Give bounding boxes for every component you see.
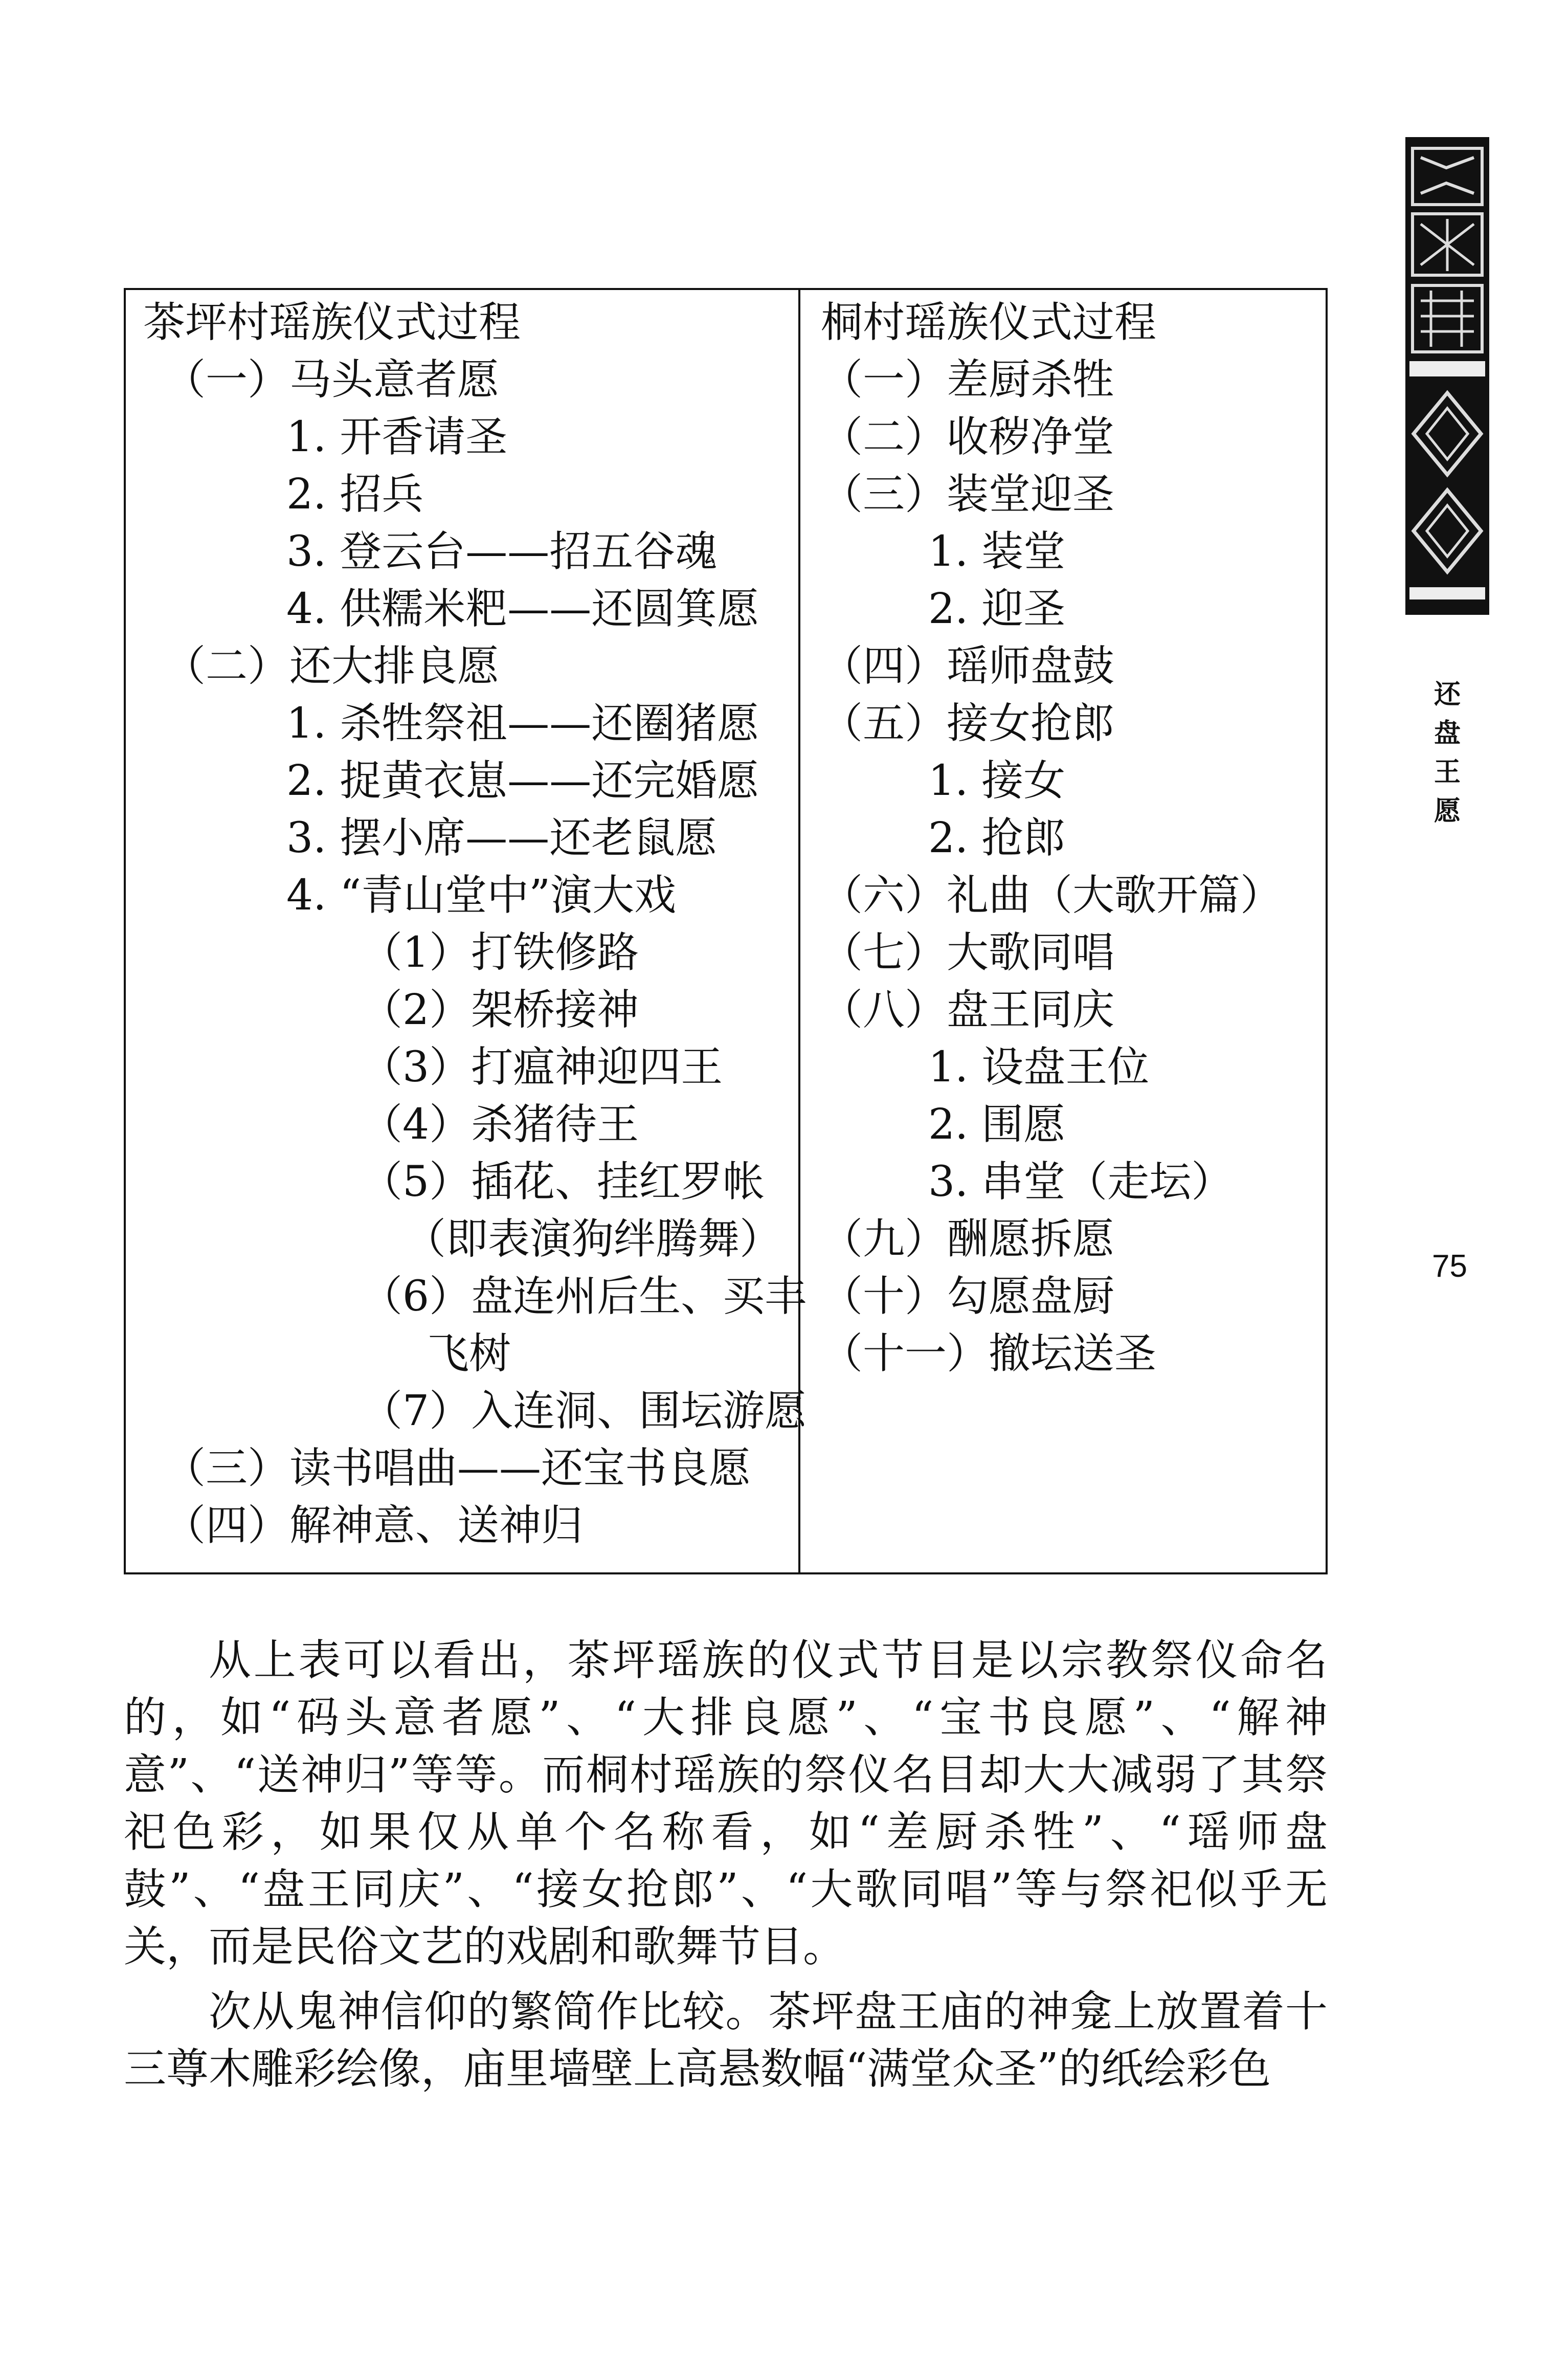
table-column-tongcun (800, 290, 1326, 1572)
table-row: 1. 装堂 (928, 527, 1066, 576)
table-row: （三）装堂迎圣 (821, 470, 1115, 519)
table-row: 2. 围愿 (928, 1100, 1066, 1149)
page-number: 75 (1432, 1249, 1467, 1284)
table-row: （十一）撤坛送圣 (821, 1329, 1157, 1378)
table-row: 2. 招兵 (286, 470, 424, 519)
table-row: （四）解神意、送神归 (164, 1501, 584, 1550)
table-row: （十）勾愿盘厨 (821, 1272, 1115, 1321)
ornament-pattern-icon (1405, 137, 1489, 615)
table-row: 1. 开香请圣 (286, 413, 508, 461)
table-row: 2. 抢郎 (928, 814, 1066, 862)
table-row: 1. 设盘王位 (928, 1043, 1150, 1092)
table-row: （六）礼曲（大歌开篇） (821, 871, 1283, 920)
table-row: 2. 捉黄衣崽——还完婚愿 (286, 757, 759, 805)
column-header-chaping: 茶坪村瑶族仪式过程 (143, 298, 521, 347)
decorative-ornament-band (1405, 137, 1489, 615)
running-head-vertical: 还盘王愿 (1433, 679, 1461, 827)
table-row: 1. 接女 (928, 757, 1066, 805)
table-row: （一）马头意者愿 (164, 356, 500, 404)
table-row: 3. 摆小席——还老鼠愿 (286, 814, 718, 862)
table-row: 飞树 (427, 1329, 511, 1378)
table-row: （即表演狗绊腾舞） (404, 1215, 782, 1263)
table-row: （4）杀猪待王 (361, 1100, 639, 1149)
table-row: （一）差厨杀牲 (821, 356, 1115, 404)
table-row: （四）瑶师盘鼓 (821, 642, 1115, 691)
table-row: （三）读书唱曲——还宝书良愿 (164, 1444, 751, 1493)
paragraph: 从上表可以看出，茶坪瑶族的仪式节目是以宗教祭仪命名的，如“码头意者愿”、“大排良愿”、“宝书良愿”、“解神意”、“送神归”等等。而桐村瑶族的祭仪名目却大大减弱了其祭祀色彩，如果仅从单个名称看，如“差厨杀牲”、“瑶师盘鼓”、“盘王同庆”、“接女抢郎”、“大歌同唱”等与祭祀似乎无关，而是民俗文艺的戏剧和歌舞节目。 (124, 1635, 1328, 1971)
table-row: （二）还大排良愿 (164, 642, 500, 691)
table-row: （3）打瘟神迎四王 (361, 1043, 723, 1092)
table-column-chaping (126, 290, 807, 1572)
table-row: （1）打铁修路 (361, 928, 639, 977)
table-row: 3. 串堂（走坛） (928, 1158, 1234, 1206)
table-row: （二）收秽净堂 (821, 413, 1115, 461)
column-header-tongcun: 桐村瑶族仪式过程 (821, 298, 1157, 347)
table-row: （七）大歌同唱 (821, 928, 1115, 977)
table-row: （6）盘连州后生、买丰 (361, 1272, 807, 1321)
table-row: （五）接女抢郎 (821, 699, 1115, 748)
table-row: 2. 迎圣 (928, 585, 1066, 633)
table-row: （5）插花、挂红罗帐 (361, 1158, 765, 1206)
table-row: 4. 供糯米粑——还圆箕愿 (286, 585, 759, 633)
table-row: （2）架桥接神 (361, 986, 639, 1034)
table-row: 3. 登云台——招五谷魂 (286, 527, 718, 576)
body-text (124, 1632, 1328, 2105)
paragraph: 次从鬼神信仰的繁简作比较。茶坪盘王庙的神龛上放置着十三尊木雕彩绘像，庙里墙壁上高悬数幅“满堂众圣”的纸绘彩色 (124, 1987, 1328, 2094)
table-row: （八）盘王同庆 (821, 986, 1115, 1034)
table-row: 1. 杀牲祭祖——还圈猪愿 (286, 699, 759, 748)
table-row: （九）酬愿拆愿 (821, 1215, 1115, 1263)
table-row: 4. “青山堂中”演大戏 (286, 871, 677, 920)
table-row: （7）入连洞、围坛游愿 (361, 1387, 807, 1435)
ritual-comparison-table (124, 288, 1328, 1574)
